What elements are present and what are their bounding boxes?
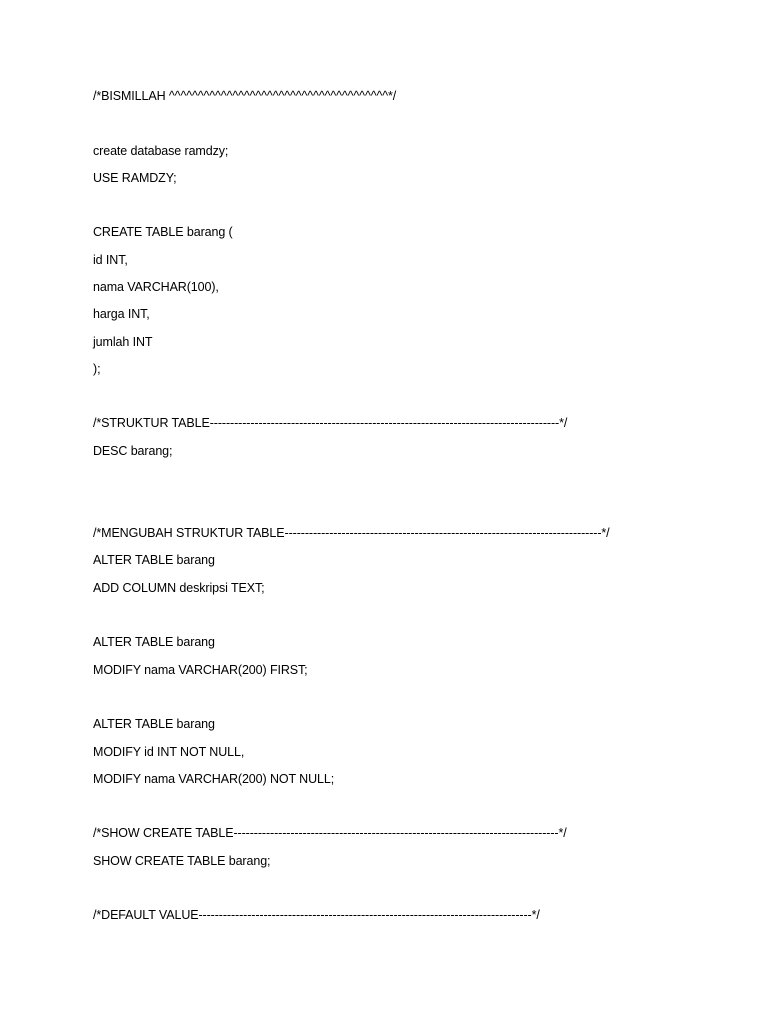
create-database-statement: create database ramdzy; bbox=[93, 144, 229, 158]
create-table-close: ); bbox=[93, 362, 101, 376]
column-id-definition: id INT, bbox=[93, 253, 128, 267]
comment-default-value: /*DEFAULT VALUE----------------------------------------------------------------------------------*/ bbox=[93, 908, 540, 922]
modify-id-not-null-statement: MODIFY id INT NOT NULL, bbox=[93, 745, 245, 759]
column-harga-definition: harga INT, bbox=[93, 307, 150, 321]
show-create-table-statement: SHOW CREATE TABLE barang; bbox=[93, 854, 271, 868]
modify-nama-not-null-statement: MODIFY nama VARCHAR(200) NOT NULL; bbox=[93, 772, 335, 786]
comment-bismillah: /*BISMILLAH ^^^^^^^^^^^^^^^^^^^^^^^^^^^^^^^^^^^^^^*/ bbox=[93, 89, 397, 103]
add-column-statement: ADD COLUMN deskripsi TEXT; bbox=[93, 581, 265, 595]
alter-table-statement-3: ALTER TABLE barang bbox=[93, 717, 215, 731]
comment-show-create-table: /*SHOW CREATE TABLE--------------------------------------------------------------------------------*/ bbox=[93, 826, 567, 840]
alter-table-statement-1: ALTER TABLE barang bbox=[93, 553, 215, 567]
column-jumlah-definition: jumlah INT bbox=[93, 335, 153, 349]
use-database-statement: USE RAMDZY; bbox=[93, 171, 177, 185]
comment-mengubah-struktur: /*MENGUBAH STRUKTUR TABLE------------------------------------------------------------------------------*/ bbox=[93, 526, 610, 540]
modify-first-statement: MODIFY nama VARCHAR(200) FIRST; bbox=[93, 663, 308, 677]
alter-table-statement-2: ALTER TABLE barang bbox=[93, 635, 215, 649]
comment-struktur-table: /*STRUKTUR TABLE--------------------------------------------------------------------------------------*/ bbox=[93, 416, 568, 430]
create-table-statement: CREATE TABLE barang ( bbox=[93, 225, 233, 239]
desc-statement: DESC barang; bbox=[93, 444, 173, 458]
column-nama-definition: nama VARCHAR(100), bbox=[93, 280, 219, 294]
